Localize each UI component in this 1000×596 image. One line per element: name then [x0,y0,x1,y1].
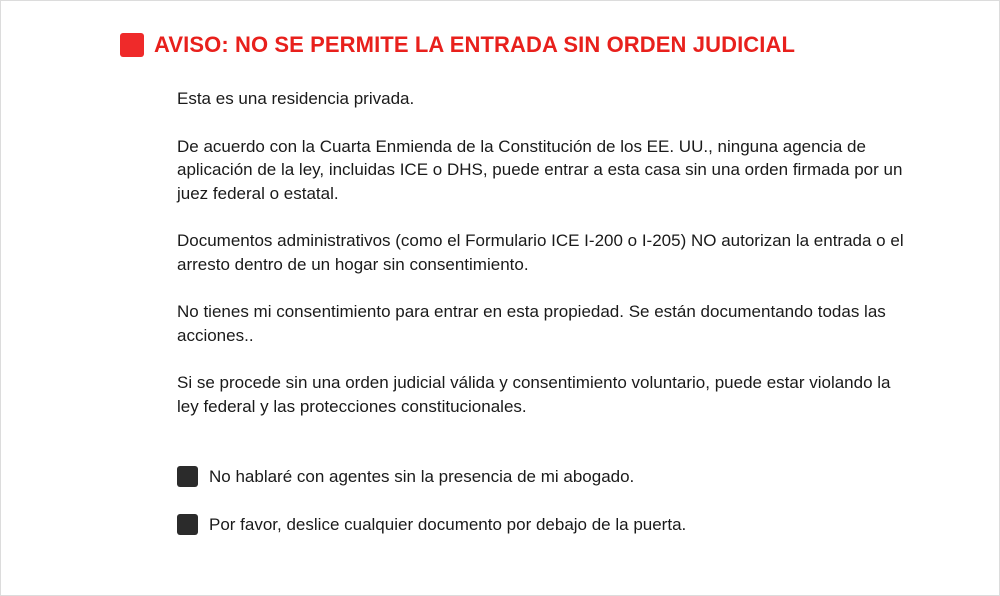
black-square-icon [177,466,198,487]
paragraph-federal-law: Si se procede sin una orden judicial válida y consentimiento voluntario, puede estar violando la ley federal y las protecciones constitucionales. [177,373,891,416]
notice-heading [120,32,795,58]
notice-bullets [177,465,907,560]
red-square-icon [120,33,144,57]
bullet-text-documents: Por favor, deslice cualquier documento por debajo de la puerta. [209,514,687,534]
paragraph-administrative-documents: Documentos administrativos (como el Formulario ICE I-200 o I-205) NO autorizan la entrada o el arresto dentro de un hogar sin consentimiento. [177,231,904,274]
list-item [177,513,907,537]
bullet-text-attorney: No hablaré con agentes sin la presencia de mi abogado. [209,467,635,486]
list-item [177,465,907,489]
paragraph-fourth-amendment: De acuerdo con la Cuarta Enmienda de la Constitución de los EE. UU., ninguna agencia de aplicación de la ley, incluidas ICE o DHS, puede entrar a esta casa sin una orden firmada por un juez federal o estatal. [177,136,903,203]
paragraph-private-residence: Esta es una residencia privada. [177,89,415,108]
notice-body [177,87,907,442]
notice-title: AVISO: NO SE PERMITE LA ENTRADA SIN ORDEN JUDICIAL [154,32,796,57]
black-square-icon [177,514,198,535]
paragraph-no-consent: No tienes mi consentimiento para entrar en esta propiedad. Se están documentando todas las acciones.. [177,302,886,345]
